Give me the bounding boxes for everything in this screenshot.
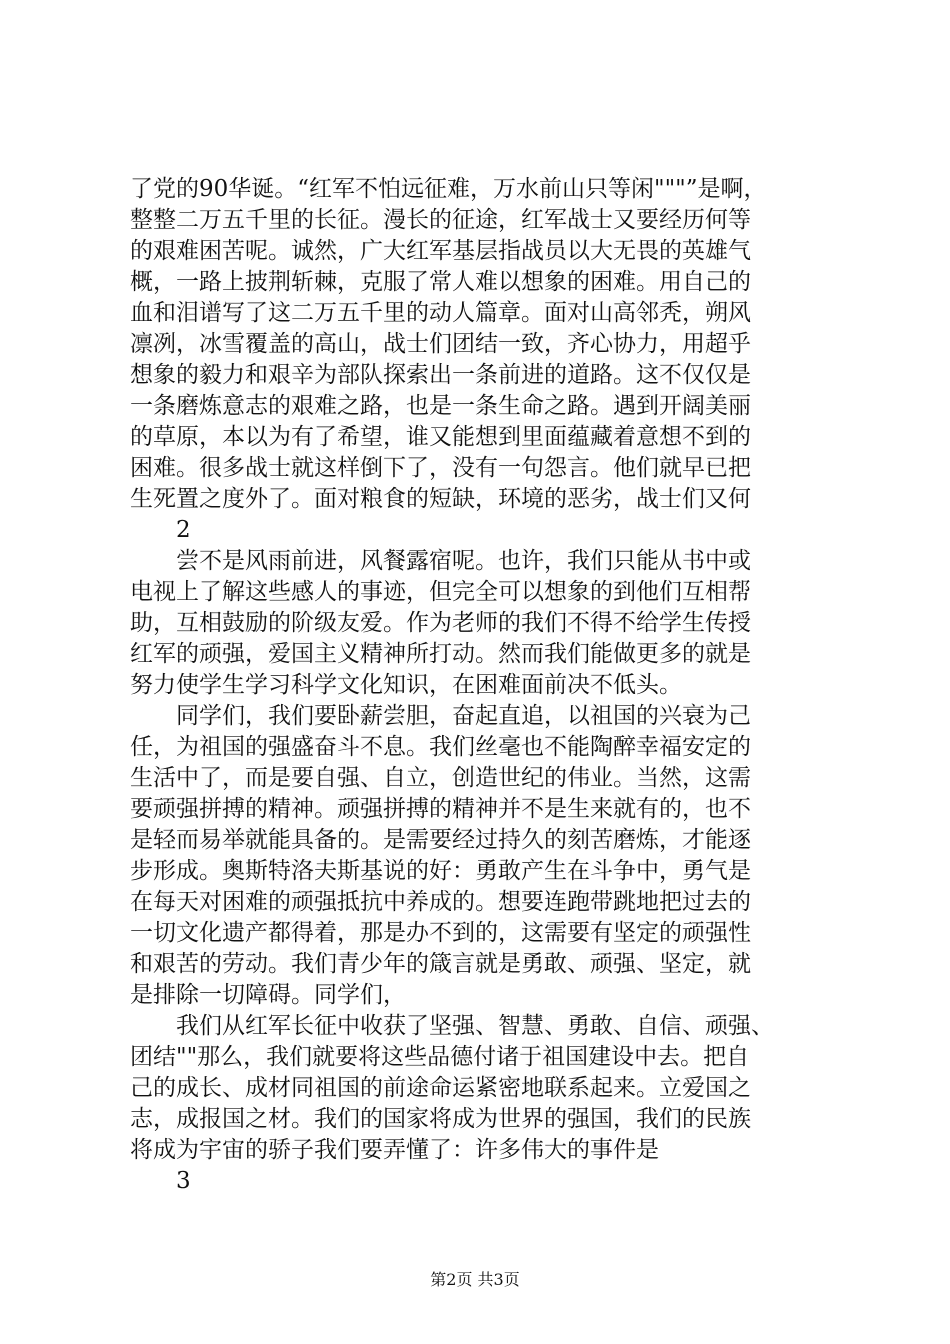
text-line: 任，为祖国的强盛奋斗不息。我们丝毫也不能陶醉幸福安定的 — [130, 734, 751, 760]
inline-page-number: 3 — [176, 1168, 191, 1194]
text-line: 一切文化遗产都得着，那是办不到的，这需要有坚定的顽强性 — [130, 920, 751, 946]
text-line: 困难。很多战士就这样倒下了，没有一句怨言。他们就早已把 — [130, 455, 751, 481]
text-line: 团结""那么，我们就要将这些品德付诸于祖国建设中去。把自 — [130, 1044, 750, 1070]
inline-page-number: 2 — [176, 517, 191, 543]
text-line: 凛冽，冰雪覆盖的高山，战士们团结一致，齐心协力，用超乎 — [130, 331, 751, 357]
text-line: 己的成长、成材同祖国的前途命运紧密地联系起来。立爱国之 — [130, 1075, 751, 1101]
text-line: 的草原，本以为有了希望，谁又能想到里面蕴藏着意想不到的 — [130, 424, 751, 450]
text-line: 我们从红军长征中收获了坚强、智慧、勇敢、自信、顽强、 — [176, 1013, 774, 1039]
text-line: 和艰苦的劳动。我们青少年的箴言就是勇敢、顽强、坚定，就 — [130, 951, 751, 977]
text-line: 步形成。奥斯特洛夫斯基说的好：勇敢产生在斗争中，勇气是 — [130, 858, 751, 884]
text-line: 了党的90华诞。“红军不怕远征难，万水前山只等闲"""”是啊， — [130, 176, 767, 202]
text-line: 生活中了，而是要自强、自立，创造世纪的伟业。当然，这需 — [130, 765, 751, 791]
text-line: 想象的毅力和艰辛为部队探索出一条前进的道路。这不仅仅是 — [130, 362, 751, 388]
text-line: 红军的顽强，爱国主义精神所打动。然而我们能做更多的就是 — [130, 641, 751, 667]
text-line: 的艰难困苦呢。诚然，广大红军基层指战员以大无畏的英雄气 — [130, 238, 751, 264]
text-line: 将成为宇宙的骄子我们要弄懂了：许多伟大的事件是 — [130, 1137, 659, 1163]
text-line: 同学们，我们要卧薪尝胆，奋起直追，以祖国的兴衰为己 — [176, 703, 751, 729]
text-line: 尝不是风雨前进，风餐露宿呢。也许，我们只能从书中或 — [176, 548, 751, 574]
text-line: 电视上了解这些感人的事迹，但完全可以想象的到他们互相帮 — [130, 579, 751, 605]
text-line: 概，一路上披荆斩棘，克服了常人难以想象的困难。用自己的 — [130, 269, 751, 295]
text-line: 是轻而易举就能具备的。是需要经过持久的刻苦磨炼，才能逐 — [130, 827, 751, 853]
text-line: 助，互相鼓励的阶级友爱。作为老师的我们不得不给学生传授 — [130, 610, 751, 636]
page-footer: 第2页 共3页 — [430, 1270, 520, 1289]
text-line: 是排除一切障碍。同学们， — [130, 982, 406, 1008]
document-body — [130, 174, 830, 1197]
text-line: 志，成报国之材。我们的国家将成为世界的强国，我们的民族 — [130, 1106, 751, 1132]
text-line: 血和泪谱写了这二万五千里的动人篇章。面对山高邻秃，朔风 — [130, 300, 751, 326]
text-line: 努力使学生学习科学文化知识，在困难面前决不低头。 — [130, 672, 682, 698]
text-line: 在每天对困难的顽强抵抗中养成的。想要连跑带跳地把过去的 — [130, 889, 751, 915]
text-line: 生死置之度外了。面对粮食的短缺，环境的恶劣，战士们又何 — [130, 486, 751, 512]
text-line: 要顽强拼搏的精神。顽强拼搏的精神并不是生来就有的，也不 — [130, 796, 751, 822]
text-line: 一条磨炼意志的艰难之路，也是一条生命之路。遇到开阔美丽 — [130, 393, 751, 419]
text-line: 整整二万五千里的长征。漫长的征途，红军战士又要经历何等 — [130, 207, 751, 233]
